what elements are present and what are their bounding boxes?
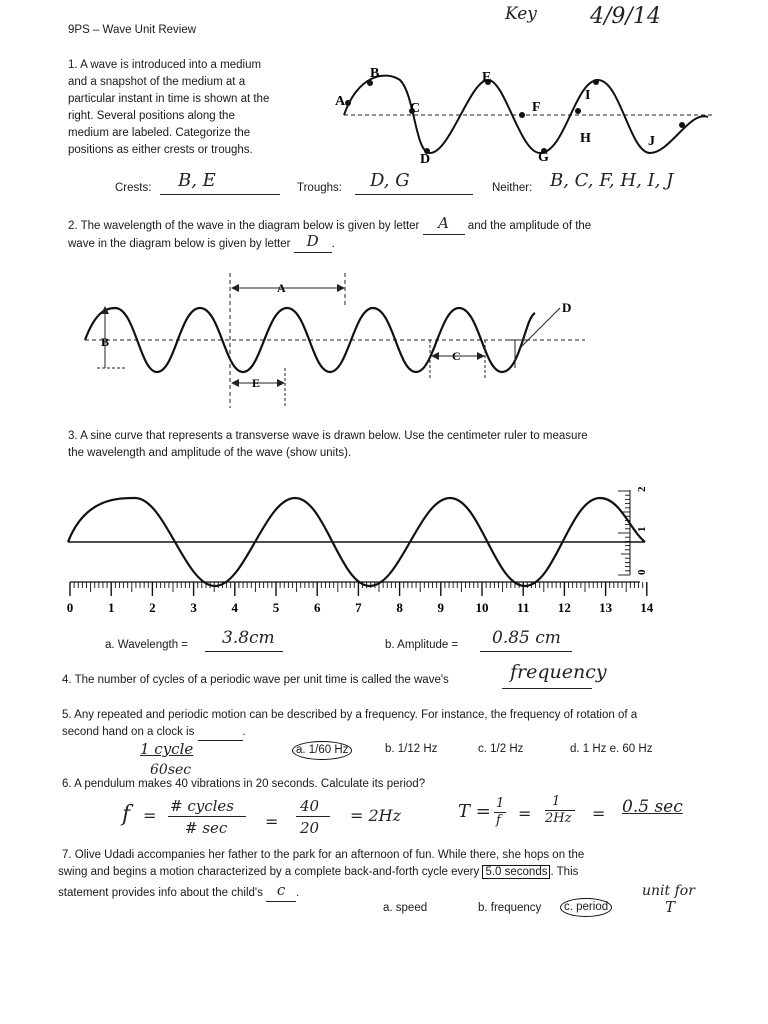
q6-eq-4: = [592, 804, 606, 823]
q6-frac1-num: # cycles [170, 797, 234, 815]
point-label-f: F [532, 100, 541, 115]
q6-eq-1: = [143, 806, 157, 825]
ruler-number: 0 [66, 600, 74, 615]
q5-note-bottom: 60sec [150, 762, 192, 778]
ruler-number: 10 [475, 600, 489, 615]
point-label-i: I [585, 88, 591, 103]
q6-frac3-den: f [496, 813, 501, 828]
q6-text: 6. A pendulum makes 40 vibrations in 20 seconds. Calculate its period? [62, 778, 426, 790]
ruler-numbers [67, 600, 654, 615]
q1-line-5: medium are labeled. Categorize the [68, 127, 251, 139]
amplitude-answer: 0.85 cm [492, 628, 561, 648]
vruler-2: 2 [636, 486, 648, 492]
label-d: D [562, 300, 572, 315]
q3-wave-and-ruler [40, 470, 680, 620]
ruler-number: 3 [190, 600, 197, 615]
ruler-number: 8 [396, 600, 403, 615]
label-b: B [101, 335, 110, 349]
point-label-j: J [648, 134, 655, 149]
q6-eq-2: = [265, 812, 279, 831]
q2-wavelength-answer: A [438, 214, 450, 232]
q7-option-c: c. period [560, 898, 612, 917]
ruler-number: 4 [231, 600, 239, 615]
q6-frac3-num: 1 [496, 796, 505, 811]
q7-option-a: a. speed [383, 902, 428, 914]
q6-f-symbol: f [122, 802, 131, 827]
q7-boxed-time: 5.0 seconds [482, 865, 550, 879]
wavelength-answer: 3.8cm [222, 628, 275, 648]
point-label-g: G [538, 150, 549, 165]
q7-note: unit for [642, 883, 695, 899]
q1-line-3: particular instant in time is shown at the [68, 93, 270, 105]
ruler-ticks [70, 582, 647, 596]
wavelength-label: a. Wavelength = [105, 639, 188, 651]
q2-text-post: and the amplitude of the [467, 220, 592, 232]
q7-line-1: 7. Olive Udadi accompanies her father to the park for an afternoon of fun. While there, she hops on the [62, 849, 585, 861]
q7-option-b: b. frequency [478, 902, 542, 914]
neither-label: Neither: [492, 182, 533, 194]
q2-wave-curve [85, 308, 535, 372]
label-a: A [277, 281, 286, 295]
q2-line-1 [68, 215, 591, 235]
q5-line-1: 5. Any repeated and periodic motion can be described by a frequency. For instance, the frequency of rotation of a [62, 709, 638, 721]
q6-frac2-bar [296, 816, 330, 817]
ruler-number: 7 [355, 600, 362, 615]
ruler-number: 13 [599, 600, 613, 615]
q7-answer: c [276, 881, 286, 899]
point-label-a: A [335, 94, 346, 109]
point-label-b: B [370, 66, 380, 81]
vruler-1: 1 [636, 526, 648, 532]
neither-answer: B, C, F, H, I, J [550, 170, 674, 191]
q2-line2-pre: wave in the diagram below is given by letter [68, 238, 291, 250]
q6-frac2-den: 20 [300, 819, 320, 837]
q1-wave-diagram [330, 55, 730, 170]
ruler-number: 12 [557, 600, 571, 615]
crests-answer: B, E [178, 170, 216, 191]
point-label-c: C [410, 101, 421, 116]
point-label-h: H [580, 131, 591, 146]
q2-text-pre: 2. The wavelength of the wave in the diagram below is given by letter [68, 220, 420, 232]
q2-amplitude-answer: D [306, 232, 319, 250]
q6-frac2-num: 40 [300, 797, 320, 815]
label-c: C [452, 349, 461, 363]
q5-option-b: b. 1/12 Hz [385, 743, 438, 755]
q6-eq-3: = [518, 804, 532, 823]
q2-line-2: wave in the diagram below is given by letter D . [68, 233, 335, 253]
amplitude-label: b. Amplitude = [385, 639, 459, 651]
q2-wavelength-blank [423, 215, 465, 235]
vruler-0: 0 [636, 569, 648, 575]
q7-note-2: T [665, 898, 676, 916]
point-label-e: E [482, 70, 492, 85]
troughs-answer: D, G [370, 170, 410, 191]
q6-result-2: 0.5 sec [622, 797, 683, 817]
key-note: Key [505, 4, 537, 24]
q5-line-2: second hand on a clock is . [62, 724, 246, 741]
q3-line-1: 3. A sine curve that represents a transverse wave is drawn below. Use the centimeter ruler to measure [68, 430, 588, 442]
label-e: E [252, 376, 261, 390]
point-label-d: D [420, 152, 431, 167]
worksheet-title: 9PS – Wave Unit Review [68, 24, 197, 36]
q6-period-lhs: T = [458, 801, 491, 822]
ruler-number: 11 [517, 600, 530, 615]
q2-wave-diagram [75, 268, 595, 413]
vertical-ruler-ticks [618, 491, 630, 575]
ruler-number: 2 [149, 600, 156, 615]
q7-line-2: swing and begins a motion characterized by a complete back-and-forth cycle every 5.0 seconds . This [58, 866, 579, 878]
ruler-number: 9 [437, 600, 445, 615]
q6-result-1: = 2Hz [350, 806, 402, 825]
q7-line-3: statement provides info about the child's c . [58, 882, 299, 902]
troughs-label: Troughs: [297, 182, 342, 194]
ruler-number: 5 [272, 600, 280, 615]
ruler-number: 14 [640, 600, 654, 615]
q5-option-c: c. 1/2 Hz [478, 743, 524, 755]
q5-option-d-e: d. 1 Hz e. 60 Hz [570, 743, 653, 755]
q4-text: 4. The number of cycles of a periodic wave per unit time is called the wave's [62, 674, 449, 686]
q1-line-4: right. Several positions along the [68, 110, 235, 122]
q3-line-2: the wavelength and amplitude of the wave (show units). [68, 447, 352, 459]
crests-label: Crests: [115, 182, 152, 194]
q1-line-6: positions as either crests or troughs. [68, 144, 253, 156]
ruler-number: 6 [313, 600, 321, 615]
q1-line-2: and a snapshot of the medium at a [68, 76, 246, 88]
q6-frac1-den: # sec [185, 819, 228, 837]
q4-answer: frequency [510, 661, 607, 683]
q6-frac4-num: 1 [552, 794, 561, 809]
q2-amplitude-blank [294, 233, 332, 253]
q6-frac1-bar [168, 816, 246, 817]
q5-option-a: a. 1/60 Hz [292, 741, 352, 760]
q5-note-top: 1 cycle [140, 740, 194, 758]
q1-line-1: 1. A wave is introduced into a medium [68, 59, 262, 71]
ruler-number: 1 [107, 600, 115, 615]
date-note: 4/9/14 [590, 4, 661, 29]
q6-frac4-den: 2Hz [545, 811, 572, 826]
q7-blank [266, 882, 296, 902]
q5-blank [198, 740, 243, 741]
